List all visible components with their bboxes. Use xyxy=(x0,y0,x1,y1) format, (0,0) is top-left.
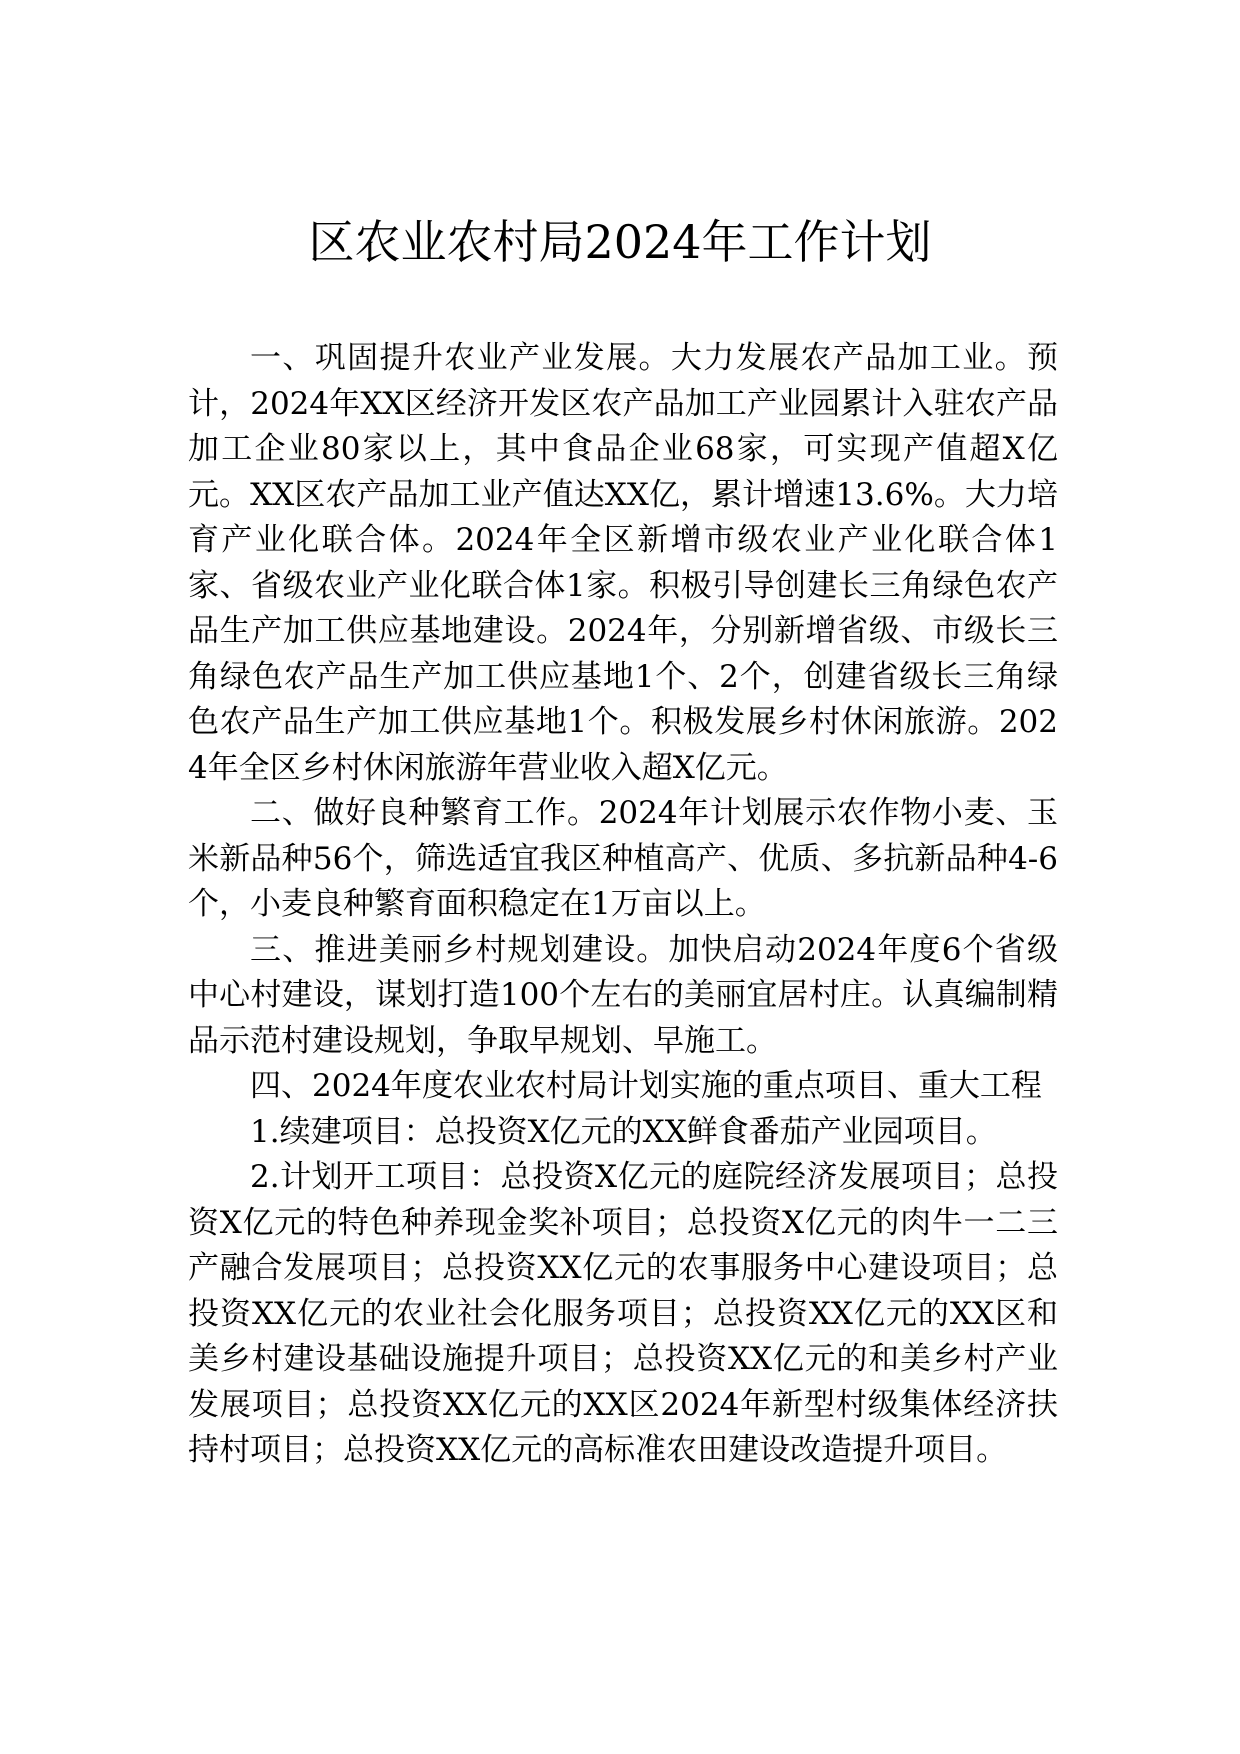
paragraph-beautiful-village: 三、推进美丽乡村规划建设。加快启动2024年度6个省级中心村建设，谋划打造100个左右的美丽宜居村庄。认真编制精品示范村建设规划，争取早规划、早施工。 xyxy=(188,931,1058,1059)
paragraph-planned-projects: 2.计划开工项目：总投资X亿元的庭院经济发展项目；总投资X亿元的特色种养现金奖补项目；总投资X亿元的肉牛一二三产融合发展项目；总投资XX亿元的农事服务中心建设项目；总投资XX亿元的农业社会化服务项目；总投资XX亿元的XX区和美乡村建设基础设施提升项目；总投资XX亿元的和美乡村产业发展项目；总投资XX亿元的XX区2024年新型村级集体经济扶持村项目；总投资XX亿元的高标准农田建设改造提升项目。 xyxy=(188,1159,1058,1468)
paragraph-seed-breeding: 二、做好良种繁育工作。2024年计划展示农作物小麦、玉米新品种56个，筛选适宜我区种植高产、优质、多抗新品种4-6个，小麦良种繁育面积稳定在1万亩以上。 xyxy=(188,795,1058,922)
document-title: 区农业农村局2024年工作计划 xyxy=(308,215,932,269)
paragraph-key-projects-heading: 四、2024年度农业农村局计划实施的重点项目、重大工程 xyxy=(250,1068,1042,1104)
paragraph-continued-projects: 1.续建项目：总投资X亿元的XX鲜食番茄产业园项目。 xyxy=(250,1113,997,1150)
document-body xyxy=(188,336,1058,1474)
paragraph-agriculture-industry: 一、巩固提升农业产业发展。大力发展农产品加工业。预计，2024年XX区经济开发区农产品加工产业园累计入驻农产品加工企业80家以上，其中食品企业68家，可实现产值超X亿元。XX区农产品加工业产值达XX亿，累计增速13.6%。大力培育产业化联合体。2024年全区新增市级农业产业化联合体1家、省级农业产业化联合体1家。积极引导创建长三角绿色农产品生产加工供应基地建设。2024年，分别新增省级、市级长三角绿色农产品生产加工供应基地1个、2个，创建省级长三角绿色农产品生产加工供应基地1个。积极发展乡村休闲旅游。2024年全区乡村休闲旅游年营业收入超X亿元。 xyxy=(188,340,1058,786)
